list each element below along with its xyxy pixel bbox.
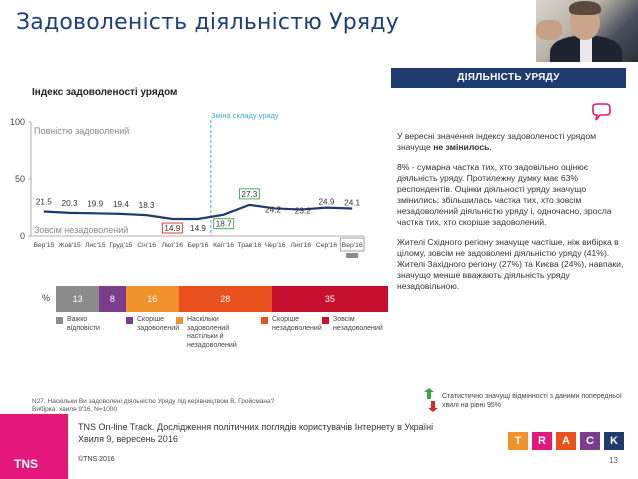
- significance-note: Статистично значущі відмінності з даними попередньої хвилі на рівні 95%: [442, 393, 622, 409]
- x-tick-label: Трав'16: [237, 242, 262, 249]
- tns-logo: TNS: [0, 414, 68, 479]
- x-tick-label: Вер'16: [341, 242, 363, 249]
- info-panel: [397, 131, 625, 301]
- info-paragraph-3: Жителі Східного регіону значуще частіше, ніж вибірка в цілому, зовсім не задоволені діяльністю уряду (41%). Жителі Західного регіону (27%) та Києва (24%), навпаки, значущо менше вважають діяльність уряду незадовільною.: [397, 237, 624, 291]
- legend-label: Скоріше задоволений: [137, 316, 180, 332]
- legend-swatch: [56, 317, 63, 324]
- comment-icon: [590, 102, 612, 124]
- stacked-segment: 8: [99, 286, 126, 312]
- info-paragraph-2: 8% - сумарна частка тих, хто задовільно оцінює діяльність уряду. Протилежну думку має 63% респондентів. Оцінки діяльності уряду значущо змінились: збільшилась частка тих, хто зовсім незадоволений діяльністю уряду і, одночасно, зросла частка тих, хто скоріше задоволений.: [397, 162, 612, 227]
- speaker-photo: [536, 0, 638, 62]
- stacked-segment: 13: [56, 286, 99, 312]
- x-tick-label: Чер'16: [264, 242, 286, 249]
- x-tick-label: Лют'16: [161, 242, 184, 249]
- legend-item: [56, 316, 118, 333]
- value-label: 24.9: [318, 197, 335, 207]
- legend-item: [322, 316, 392, 333]
- legend-label: Скоріше незадоволений: [272, 316, 322, 332]
- track-letter: K: [604, 432, 624, 450]
- y-tick-label: 100: [9, 117, 25, 127]
- stacked-unit-label: %: [42, 293, 51, 303]
- track-logo: [508, 432, 628, 450]
- x-tick-label: Січ'16: [137, 242, 157, 249]
- track-letter: A: [556, 432, 576, 450]
- value-label: 27.3: [241, 189, 258, 199]
- value-label: 19.9: [87, 199, 104, 209]
- stacked-segment: 35: [272, 286, 388, 312]
- footer: TNS On-line Track. Дослідження політичних поглядів користувачів Інтернету в Україні Хвиля 9, вересень 2016 ©TNS 2016: [78, 422, 434, 463]
- legend-item: [261, 316, 322, 333]
- x-tick-label: Бер'16: [187, 242, 209, 249]
- track-letter: R: [532, 432, 552, 450]
- legend-swatch: [322, 317, 329, 324]
- significance-arrows-icon: [422, 388, 440, 412]
- x-tick-label: Жов'15: [58, 242, 81, 249]
- x-tick-label: Вер'15: [33, 242, 55, 249]
- stacked-segment: 28: [179, 286, 272, 312]
- track-letter: T: [508, 432, 528, 450]
- value-label: 14.9: [164, 224, 181, 234]
- value-label: 21.5: [35, 197, 52, 207]
- y-tick-label: 50: [14, 174, 25, 184]
- index-title: Індекс задоволеності урядом: [32, 87, 178, 98]
- legend-swatch: [126, 317, 133, 324]
- x-tick-label: Лис'15: [84, 242, 106, 249]
- value-label: 14.9: [190, 224, 206, 234]
- scale-top-label: Повністю задоволений: [34, 126, 130, 136]
- page-number: 13: [609, 456, 618, 465]
- line-chart: [0, 108, 380, 258]
- scale-bottom-label: Зовсім незадоволений: [34, 225, 129, 235]
- track-letter: C: [580, 432, 600, 450]
- x-tick-label: Квіт'16: [213, 242, 235, 249]
- x-tick-label: Груд'15: [109, 242, 133, 249]
- legend-swatch: [176, 317, 183, 324]
- value-label: 18.7: [215, 219, 232, 229]
- down-arrow-icon: [341, 253, 363, 258]
- legend-item: [176, 316, 254, 350]
- stacked-bar: [56, 286, 388, 312]
- value-label: 18.3: [138, 201, 155, 211]
- value-label: 24.1: [344, 198, 361, 208]
- section-banner: ДІЯЛЬНІСТЬ УРЯДУ: [391, 68, 626, 88]
- stacked-segment: 16: [126, 286, 179, 312]
- legend-item: [126, 316, 180, 333]
- y-tick-label: 0: [19, 231, 25, 241]
- legend-label: Наскільки задоволений настільки й незадоволений: [187, 316, 237, 349]
- value-label: 20.3: [61, 198, 78, 208]
- value-label: 23.2: [294, 206, 311, 216]
- x-tick-label: Сер'16: [315, 242, 338, 249]
- legend-swatch: [261, 317, 268, 324]
- page-title: Задоволеність діяльністю Уряду: [16, 10, 399, 35]
- info-paragraph-1: У вересні значення індексу задоволеності урядом значуще не змінилось.: [397, 131, 597, 152]
- legend-label: Важко відповісти: [67, 316, 100, 332]
- annotation-label: Зміна складу уряду: [211, 111, 279, 120]
- value-label: 19.4: [112, 199, 129, 209]
- question-note: N27. Наскільки Ви задоволені діяльністю Уряду під керівництвом В. Гройсмана? Вибірка: хвиля 9'16, N=1000: [32, 398, 275, 413]
- x-tick-label: Лип'16: [290, 242, 312, 249]
- legend-label: Зовсім незадоволений: [333, 316, 383, 332]
- value-label: 24.2: [265, 205, 282, 215]
